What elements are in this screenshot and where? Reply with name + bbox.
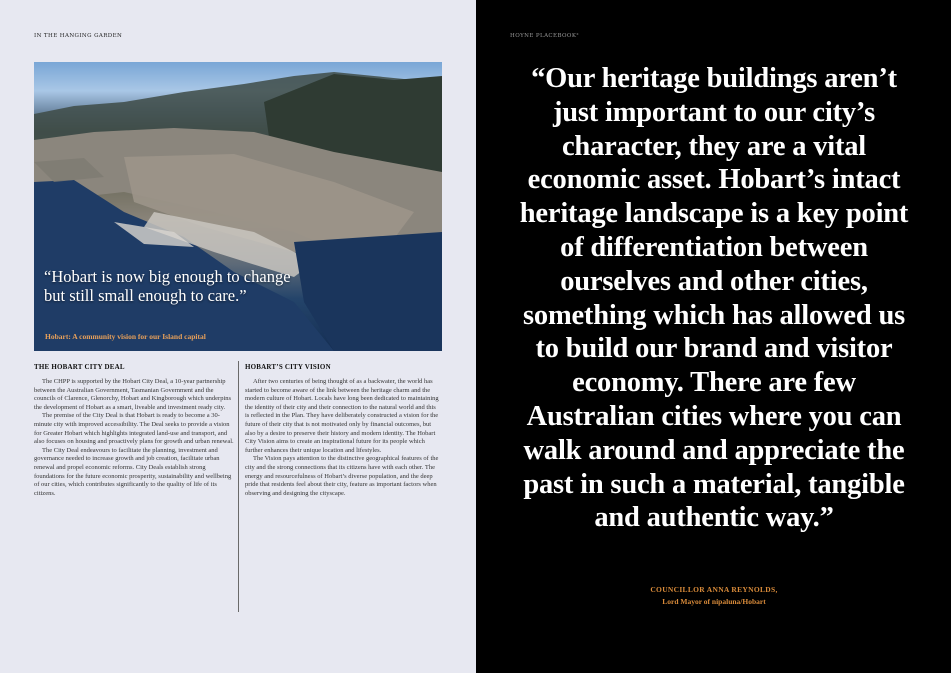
photo-pull-quote: “Hobart is now big enough to change but still small enough to care.” [44, 267, 291, 305]
column-city-vision [245, 363, 441, 498]
photo-caption: Hobart: A community vision for our Island capital [45, 332, 206, 341]
attribution-name: COUNCILLOR ANNA REYNOLDS, [650, 585, 778, 594]
body-paragraph: The Vision pays attention to the distinctive geographical features of the city and the strong connections that its citizens have with each other. The energy and resourcefulness of Hobart’s diverse population, and the deep pride that residents feel about their city, feature as important factors when observing and designing the cityscape. [245, 455, 439, 497]
aerial-city-illustration [34, 62, 442, 351]
body-paragraph: The City Deal endeavours to facilitate the planning, investment and governance needed to increase growth and job creation, facilitate urban renewal and propel economic reforms. City Deals establish strong foundations for the future economic prosperity, sustainability and wellbeing of our cities, which contributes significantly to the quality of life of its citizens. [34, 446, 232, 497]
running-head-right: HOYNE PLACEBOOK² [510, 33, 579, 39]
pull-quote: “Our heritage buildings aren’t just important to our city’s character, they are a vital economic asset. Hobart’s intact heritage landscape is a key point of differentiation between ourselves and other cities, something which has allowed us to build our brand and visitor economy. There are few Australian cities where you can walk around and appreciate the past in such a material, tangible and authentic way.” [519, 63, 909, 534]
section-heading-city-deal: THE HOBART CITY DEAL [34, 363, 125, 371]
running-head-left: IN THE HANGING GARDEN [34, 33, 123, 39]
quote-attribution [510, 584, 918, 608]
body-paragraph: The premise of the City Deal is that Hobart is ready to become a 30-minute city with improved accessibility. The Deal seeks to provide a vision for Greater Hobart which highlights integrated land-use and transport, and also focuses on housing and proactively plans for growth and urban renewal. [34, 412, 234, 446]
column-city-deal [34, 363, 234, 498]
right-page [476, 0, 951, 673]
body-paragraph: After two centuries of being thought of as a backwater, the world has started to become aware of the link between the heritage charm and the modern culture of Hobart. Locals have long been dedicated to maintaining the identity of their city and their connection to the natural world and this is reflected in the Plan. They have deliberately constructed a vision for the future of their city that is not motivated only by financial outcomes, but also by a desire to preserve their history and modern identity. The Hobart City Vision aims to create an inspirational future for its people which further enhances their unique location and lifestyles. [245, 378, 439, 454]
hobart-aerial-photo [34, 62, 442, 351]
section-heading-city-vision: HOBART’S CITY VISION [245, 363, 331, 371]
column-divider [238, 361, 239, 612]
attribution-title: Lord Mayor of nipaluna/Hobart [662, 597, 766, 606]
body-paragraph: The CHPP is supported by the Hobart City Deal, a 10-year partnership between the Australian Government, Tasmanian Government and the councils of Clarence, Glenorchy, Hobart and Kingborough which underpins the development of Hobart as a smart, liveable and investment ready city. [34, 378, 232, 411]
